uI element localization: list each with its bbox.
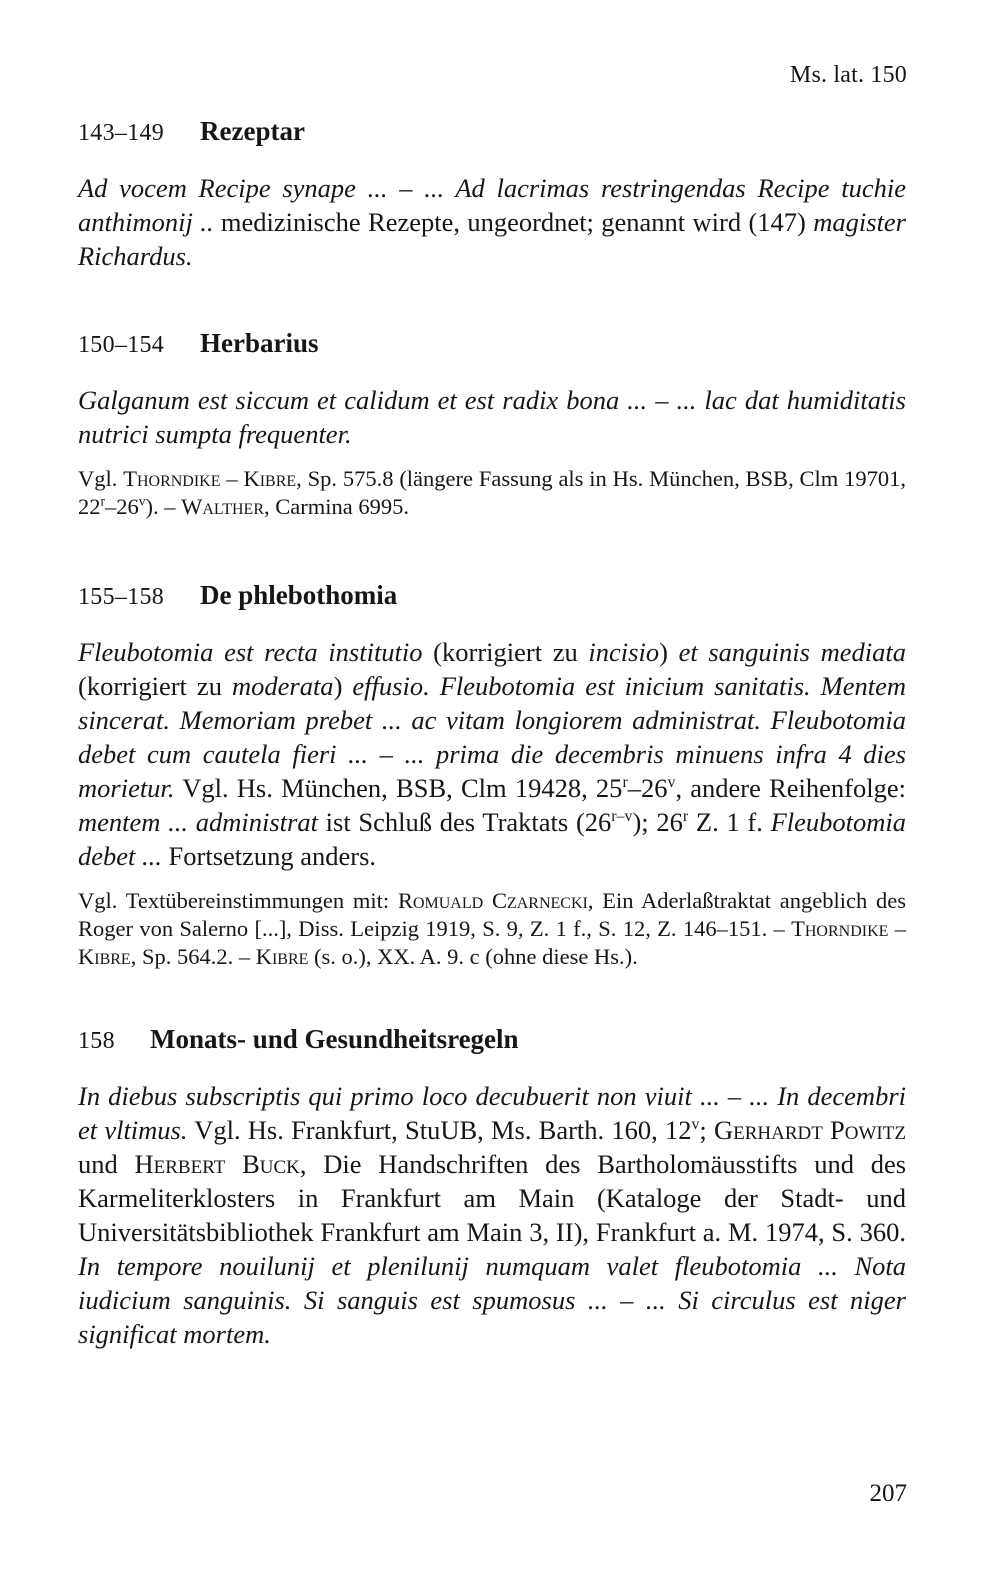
section-rezeptar — [78, 116, 906, 273]
running-head: Ms. lat. 150 — [789, 62, 907, 88]
folio-range: 158 — [78, 1028, 115, 1054]
author-name: Thorndike — [791, 916, 889, 941]
section-monats-und-gesundheitsregeln — [78, 1024, 906, 1351]
section-heading — [78, 580, 906, 611]
section-body — [78, 383, 906, 451]
author-name: Walther — [181, 494, 264, 519]
section-title: De phlebothomia — [200, 580, 398, 610]
section-de-phlebothomia — [78, 580, 906, 971]
section-title: Herbarius — [200, 328, 319, 358]
section-body — [78, 171, 906, 273]
page-number: 207 — [869, 1480, 907, 1507]
body-text: medizinische Rezepte, ungeordnet; genannt wird (147) — [213, 207, 814, 237]
author-name: Romuald Czarnecki — [397, 888, 588, 913]
section-title: Monats- und Gesundheitsregeln — [150, 1024, 519, 1054]
author-name: Kibre — [255, 944, 309, 969]
section-heading — [78, 116, 906, 147]
folio-range: 143–149 — [78, 120, 165, 146]
section-herbarius — [78, 328, 906, 521]
section-heading — [78, 1024, 906, 1055]
incipit-explicit: Galganum est siccum et calidum et est radix bona ... – ... lac dat humiditatis nutrici sumpta frequenter. — [78, 385, 906, 449]
named-person: magister Richardus. — [78, 207, 906, 271]
author-name: Gerhardt Powitz — [713, 1115, 906, 1145]
author-name: Herbert Buck — [134, 1149, 300, 1179]
folio-range: 150–154 — [78, 332, 165, 358]
section-body: Fleubotomia est recta institutio (korrigiert zu incisio) et sanguinis mediata (korrigiert zu moderata) effusio. Fleubotomia est inicium sanitatis. Mentem sincerat. Memoriam prebet ... ac vitam longiorem administrat. Fleubotomia debet cum cautela fieri ... – ... prima die decembris minuens infra 4 dies morietur. Vgl. Hs. München, BSB, Clm 19428, 25$^r$–26$^v$, andere Reihenfolge: mentem ... administrat ist Schluß des Traktats (26$^{r-v}$); 26$^r$ Z. 1 f. Fleubotomia debet ... Fortsetzung anders. — [78, 637, 907, 871]
author-name: Kibre — [78, 944, 131, 969]
section-title: Rezeptar — [200, 116, 305, 146]
author-name: Thorndike — [123, 466, 221, 491]
incipit-explicit: Ad vocem Recipe synape ... – ... Ad lacrimas restringendas Recipe tuchie anthimonij .. — [78, 173, 906, 237]
section-body: In diebus subscriptis qui primo loco decubuerit non viuit ... – ... In decembri et vltimus. Vgl. Hs. Frankfurt, StuUB, Ms. Barth. 160, 12$^v$; Gerhardt Powitz und Herbert Buck, Die Handschriften des Bartholomäusstifts und des Karmeliterklosters in Frankfurt am Main (Kataloge der Stadt- und Universitätsbibliothek Frankfurt am Main 3, II), Frankfurt a. M. 1974, S. 360. In tempore nouilunij et plenilunij numquam valet fleubotomia ... Nota iudicium sanguinis. Si sanguis est spumosus ... – ... Si circulus est niger significat mortem. — [78, 1081, 907, 1349]
reference-note: Vgl. Textübereinstimmungen mit: Romuald Czarnecki, Ein Aderlaßtraktat angeblich des Roger von Salerno [...], Diss. Leipzig 1919, S. 9, Z. 1 f., S. 12, Z. 146–151. – Thorndike – Kibre, Sp. 564.2. – Kibre (s. o.), XX. A. 9. c (ohne diese Hs.). — [78, 888, 906, 969]
reference-note: Vgl. Thorndike – Kibre, Sp. 575.8 (längere Fassung als in Hs. München, BSB, Clm 19701, 22$^r$–26$^v$). – Walther, Carmina 6995. — [78, 466, 907, 519]
author-name: Kibre — [243, 466, 297, 491]
folio-range: 155–158 — [78, 584, 165, 610]
section-heading — [78, 328, 906, 359]
